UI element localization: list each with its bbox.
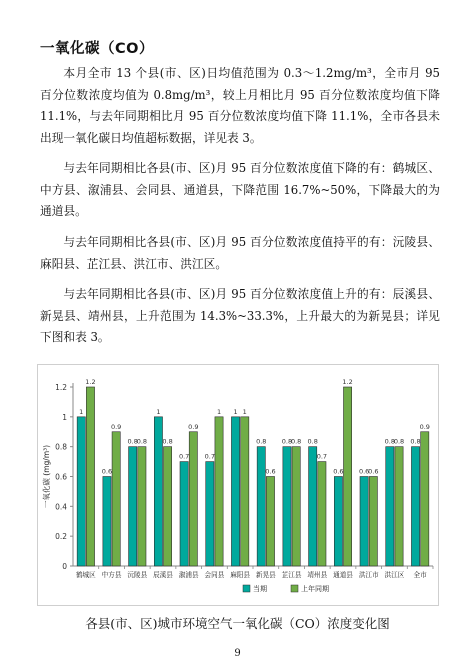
- x-tick-label: 辰溪县: [153, 571, 173, 579]
- x-tick-label: 洪江区: [384, 571, 405, 579]
- data-label: 0.9: [419, 422, 430, 431]
- data-label: 0.8: [136, 437, 148, 446]
- bar-current: [360, 477, 368, 567]
- data-label: 0.8: [162, 437, 173, 446]
- bar-current: [334, 477, 342, 567]
- bar-current: [103, 477, 111, 567]
- legend-label: 上年同期: [301, 585, 329, 593]
- data-label: 0.6: [368, 467, 379, 476]
- data-label: 0.6: [265, 467, 276, 476]
- bar-last-year: [241, 417, 249, 566]
- data-label: 0.8: [127, 437, 138, 446]
- data-label: 1: [233, 407, 238, 416]
- data-label: 0.8: [384, 437, 396, 446]
- data-label: 0.8: [290, 437, 302, 446]
- paragraph-text: 与去年同期相比各县(市、区)月 95 百分位数浓度值持平的有：沅陵县、麻阳县、芷江县、洪江市、洪江区。: [40, 235, 440, 271]
- bar-last-year: [86, 387, 94, 566]
- bar-current: [206, 462, 214, 566]
- paragraph-increase: [40, 284, 440, 349]
- data-label: 0.7: [204, 452, 216, 461]
- data-label: 0.9: [188, 422, 199, 431]
- x-tick-label: 中方县: [101, 571, 122, 579]
- paragraph-text: 与去年同期相比各县(市、区)月 95 百分位数浓度值下降的有：鹤城区、中方县、溆浦县、会同县、通道县，下降范围 16.7%~50%，下降最大的为通道县。: [40, 161, 440, 218]
- bar-last-year: [421, 432, 429, 566]
- data-label: 1: [242, 407, 247, 416]
- paragraph-summary: [40, 63, 440, 149]
- data-label: 0.7: [316, 452, 328, 461]
- data-label: 1.2: [342, 378, 353, 386]
- page-number: 9: [234, 648, 241, 659]
- x-tick-label: 全市: [413, 571, 427, 579]
- y-tick-label: 0.4: [55, 502, 67, 512]
- bar-current: [283, 447, 291, 566]
- bar-current: [257, 447, 265, 566]
- data-label: 1: [156, 407, 161, 416]
- bar-current: [386, 447, 394, 566]
- data-label: 0.6: [358, 467, 370, 476]
- chart-caption: 各县(市、区)城市环境空气一氧化碳（CO）浓度变化图: [85, 616, 390, 631]
- bar-last-year: [395, 447, 403, 566]
- data-label: 0.8: [410, 437, 421, 446]
- legend-swatch: [291, 585, 298, 592]
- bar-last-year: [318, 462, 326, 566]
- x-tick-label: 新晃县: [255, 571, 276, 579]
- bar-last-year: [112, 432, 120, 566]
- data-label: 0.7: [178, 452, 190, 461]
- x-tick-label: 麻阳县: [230, 571, 251, 579]
- data-label: 0.8: [307, 437, 318, 446]
- bar-last-year: [164, 447, 172, 566]
- data-label: 1: [79, 407, 84, 416]
- x-tick-label: 洪江市: [358, 571, 379, 579]
- paragraph-flat: [40, 232, 440, 275]
- data-label: 0.6: [101, 467, 113, 476]
- bar-last-year: [215, 417, 223, 566]
- bar-current: [77, 417, 85, 566]
- data-label: 0.6: [333, 467, 344, 476]
- legend-swatch: [243, 585, 250, 592]
- y-tick-label: 0: [62, 562, 67, 571]
- bar-last-year: [266, 477, 274, 567]
- y-tick-label: 0.2: [55, 532, 67, 542]
- y-tick-label: 0.8: [55, 442, 67, 452]
- legend-label: 当期: [253, 585, 267, 593]
- x-tick-label: 通道县: [333, 571, 353, 579]
- x-tick-label: 沅陵县: [127, 571, 148, 579]
- bar-current: [180, 462, 188, 566]
- paragraph-text: 本月全市 13 个县(市、区)日均值范围为 0.3～1.2mg/m³，全市月 95 百分位数浓度均值为 0.8mg/m³，较上月相比月 95 百分位数浓度均值下降 11.1%，与去年同期相比月 95 百分位数浓度均值下降 11.1%，全市各县未出现一氧化碳日均值超标数据，详见表 3。: [40, 66, 440, 145]
- bar-last-year: [292, 447, 300, 566]
- bar-current: [154, 417, 162, 566]
- x-tick-label: 会同县: [204, 571, 225, 579]
- data-label: 1: [216, 407, 222, 416]
- data-label: 0.8: [281, 437, 293, 446]
- bar-last-year: [369, 477, 377, 567]
- y-axis-title: 一氧化碳 (mg/m³): [42, 444, 51, 509]
- x-tick-label: 溆浦县: [178, 571, 199, 579]
- bar-last-year: [138, 447, 146, 566]
- bar-last-year: [344, 387, 352, 566]
- x-tick-label: 鹤城区: [75, 571, 96, 579]
- section-heading: 一氧化碳（CO）: [40, 41, 154, 57]
- y-tick-label: 1.2: [55, 383, 67, 392]
- bar-current: [411, 447, 419, 566]
- data-label: 0.8: [256, 437, 267, 446]
- bar-current: [129, 447, 137, 566]
- data-label: 0.9: [110, 422, 122, 431]
- chart-canvas: [38, 365, 438, 605]
- bar-current: [309, 447, 317, 566]
- data-label: 0.8: [393, 437, 405, 446]
- bar-current: [231, 417, 239, 566]
- x-tick-label: 芷江县: [281, 571, 302, 579]
- co-bar-chart: [37, 364, 439, 606]
- bar-last-year: [189, 432, 197, 566]
- paragraph-decrease: [40, 158, 440, 223]
- y-tick-label: 0.6: [55, 472, 67, 482]
- y-tick-label: 1: [62, 412, 67, 422]
- x-tick-label: 靖州县: [307, 571, 328, 579]
- paragraph-text: 与去年同期相比各县(市、区)月 95 百分位数浓度值上升的有：辰溪县、新晃县、靖州县，上升范围为 14.3%~33.3%，上升最大的为新晃县；详见下图和表 3。: [40, 287, 440, 344]
- data-label: 1.2: [85, 378, 96, 386]
